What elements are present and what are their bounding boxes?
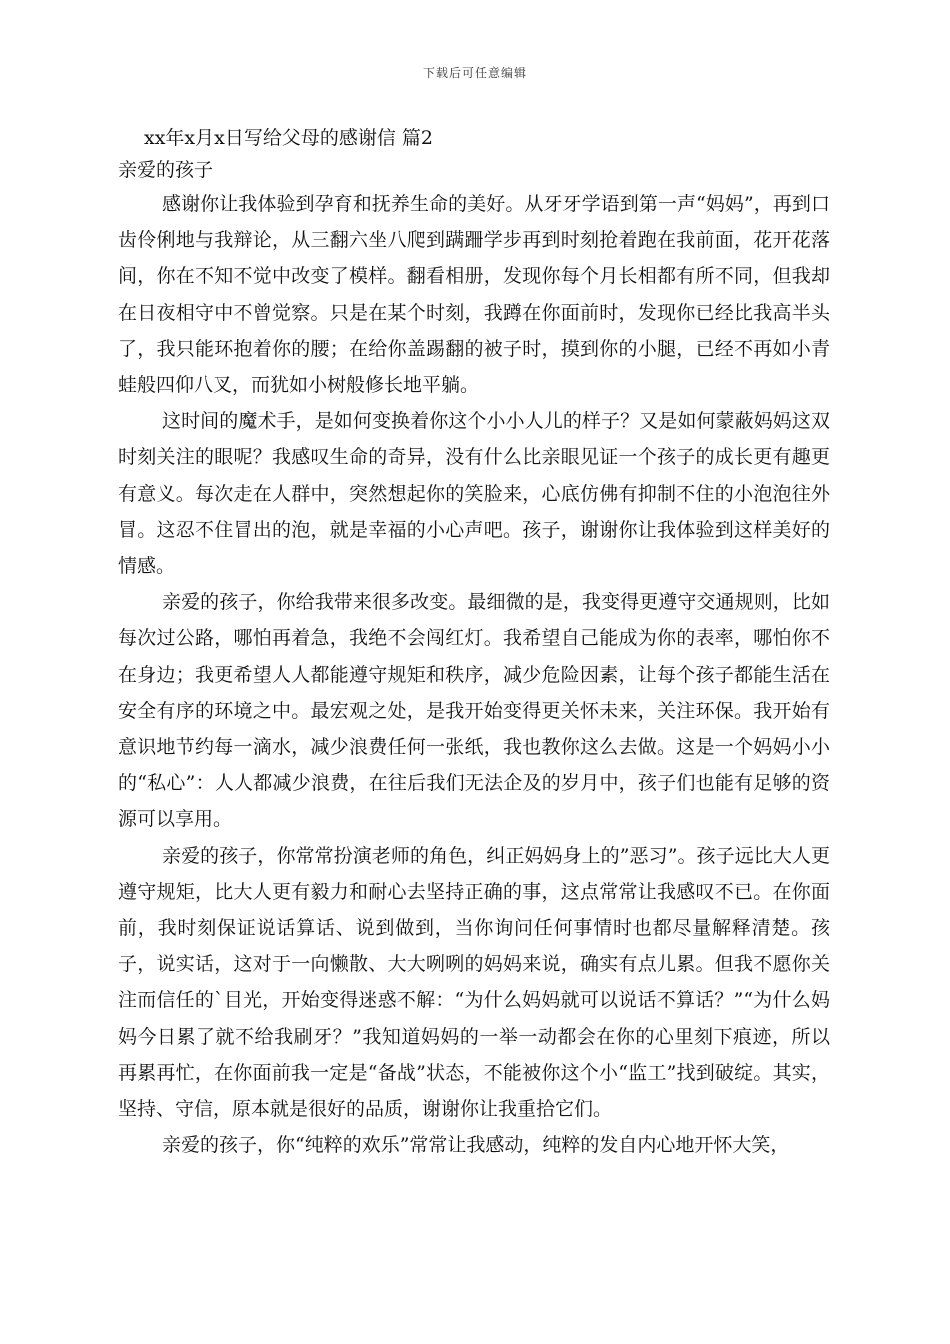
header-note: 下载后可任意编辑 [422, 66, 527, 80]
paragraph-5: 亲爱的孩子，你“纯粹的欢乐”常常让我感动，纯粹的发自内心地开怀大笑， [162, 1134, 790, 1157]
paragraph-3: 亲爱的孩子，你给我带来很多改变。最细微的是，我变得更遵守交通规则，比如每次过公路，哪怕再着急，我绝不会闯红灯。我希望自己能成为你的表率，哪怕你不在身边；我更希望人人都能遵守规矩和秩序，减少危险因素，让每个孩子都能生活在安全有序的环境之中。最宏观之处，是我开始变得更关怀未来，关注环保。我开始有意识地节约每一滴水，减少浪费任何一张纸，我也教你这么去做。这是一个妈妈小小的“私心”：人人都减少浪费，在往后我们无法企及的岁月中，孩子们也能有足够的资源可以享用。 [118, 591, 830, 831]
salutation: 亲爱的孩子 [118, 159, 214, 181]
letter-body [118, 122, 830, 1163]
document-title: xx年x月x日写给父母的感谢信 篇2 [144, 127, 433, 149]
paragraph-2: 这时间的魔术手，是如何变换着你这个小小人儿的样子？又是如何蒙蔽妈妈这双时刻关注的眼呢？我感叹生命的奇异，没有什么比亲眼见证一个孩子的成长更有趣更有意义。每次走在人群中，突然想起你的笑脸来，心底仿佛有抑制不住的小泡泡往外冒。这忍不住冒出的泡，就是幸福的小心声吧。孩子，谢谢你让我体验到这样美好的情感。 [118, 410, 830, 578]
paragraph-1: 感谢你让我体验到孕育和抚养生命的美好。从牙牙学语到第一声“妈妈”，再到口齿伶俐地与我辩论，从三翻六坐八爬到蹒跚学步再到时刻抢着跑在我前面，花开花落间，你在不知不觉中改变了模样。翻看相册，发现你每个月长相都有所不同，但我却在日夜相守中不曾觉察。只是在某个时刻，我蹲在你面前时，发现你已经比我高半头了，我只能环抱着你的腰；在给你盖踢翻的被子时，摸到你的小腿，已经不再如小青蛙般四仰八叉，而犹如小树般修长地平躺。 [118, 193, 830, 397]
paragraph-4: 亲爱的孩子，你常常扮演老师的角色，纠正妈妈身上的”恶习”。孩子远比大人更遵守规矩，比大人更有毅力和耐心去坚持正确的事，这点常常让我感叹不已。在你面前，我时刻保证说话算话、说到做到，当你询问任何事情时也都尽量解释清楚。孩子，说实话，这对于一向懒散、大大咧咧的妈妈来说，确实有点儿累。但我不愿你关注而信任的`目光，开始变得迷惑不解：“为什么妈妈就可以说话不算话？”“为什么妈妈今日累了就不给我刷牙？”我知道妈妈的一举一动都会在你的心里刻下痕迹，所以再累再忙，在你面前我一定是“备战”状态，不能被你这个小“监工”找到破绽。其实，坚持、守信，原本就是很好的品质，谢谢你让我重拾它们。 [118, 844, 830, 1121]
